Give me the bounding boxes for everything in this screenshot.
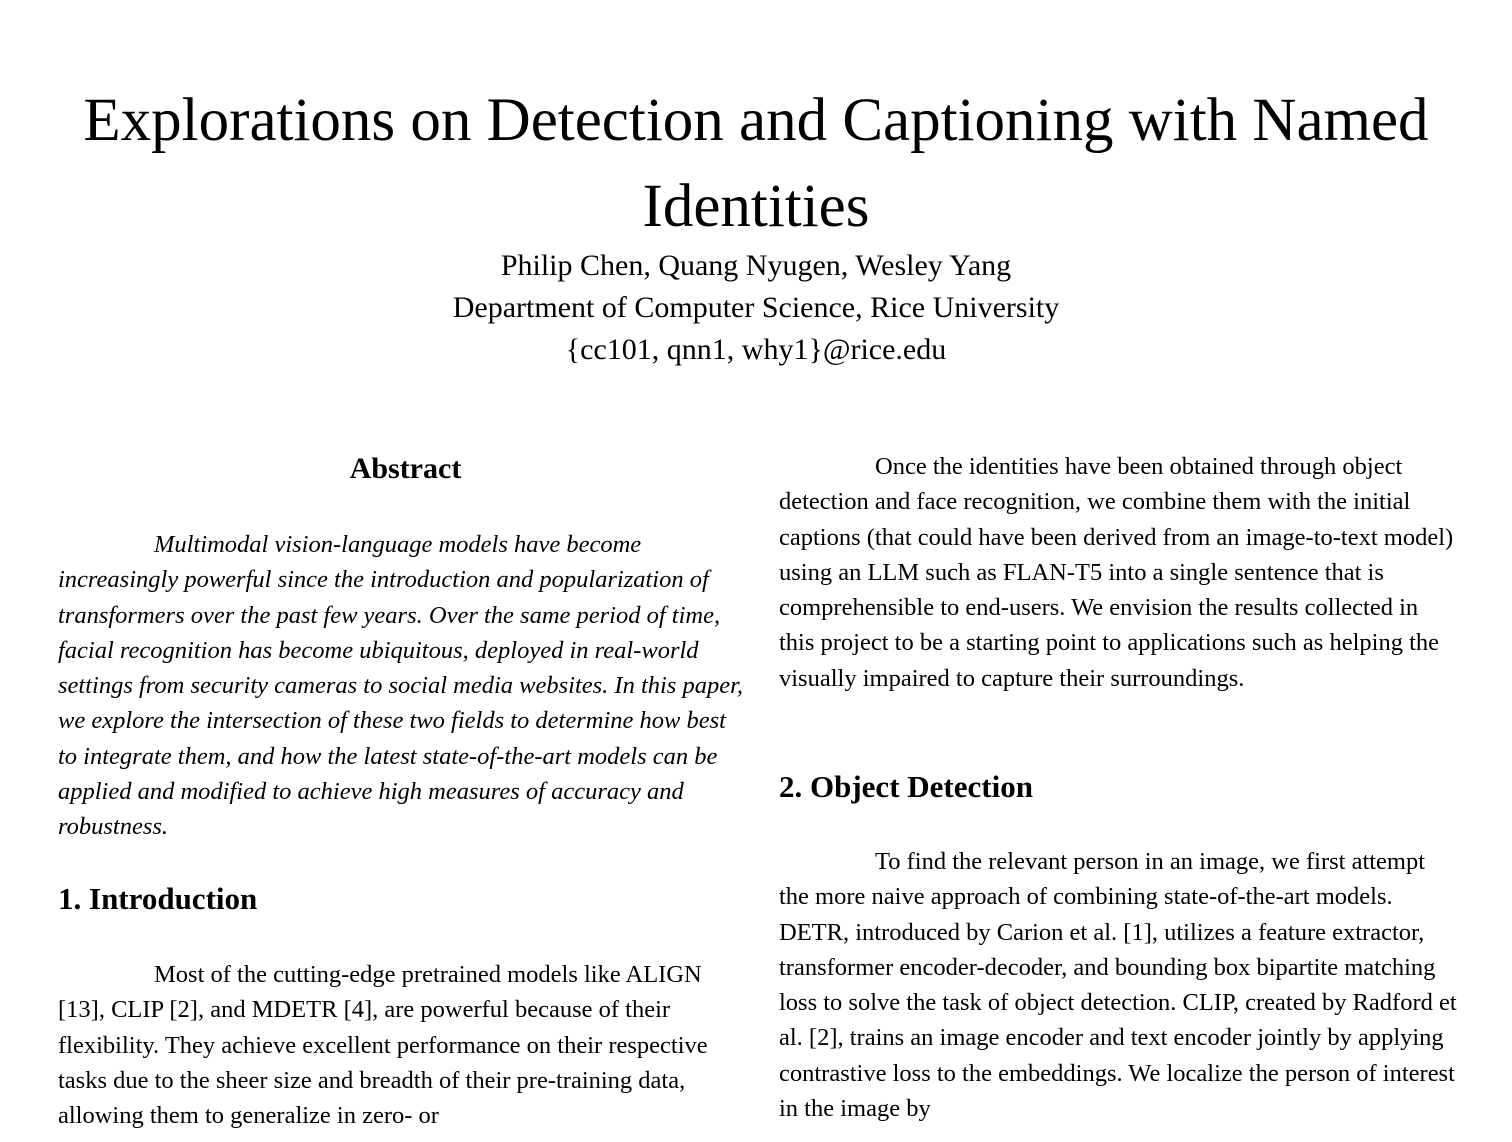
author-emails: {cc101, qnn1, why1}@rice.edu [565, 333, 947, 366]
abstract-heading: Abstract [349, 452, 462, 485]
abstract-text: Multimodal vision-language models have become increasingly powerful since the introduction and popularization of transformers over the past few years. Over the same period of time, facial recognition has become ubiquitous, deployed in real-world settings from security cameras to social media websites. In this paper, we explore the intersection of these two fields to determine how best to integrate them, and how the latest state-of-the-art models can be applied and modified to achieve high measures of accuracy and robustness. [58, 531, 744, 841]
introduction-heading: 1. Introduction [58, 881, 258, 916]
affiliation: Department of Computer Science, Rice University [452, 291, 1060, 324]
object-detection-heading: 2. Object Detection [779, 769, 1033, 804]
introduction-paragraph-2: Once the identities have been obtained through object detection and face recognition, we combine them with the initial captions (that could have been derived from an image-to-text model) using an LLM such as FLAN-T5 into a single sentence that is comprehensible to end-users. We envision the results collected in this project to be a starting point to applications such as helping the visually impaired to capture their surroundings. [779, 453, 1454, 692]
introduction-paragraph-1: Most of the cutting-edge pretrained models like ALIGN [13], CLIP [2], and MDETR [4], are powerful because of their flexibility. They achieve excellent performance on their respective tasks due to the sheer size and breadth of their pre-training data, allowing them to generalize in zero- or [58, 961, 708, 1130]
author-list: Philip Chen, Quang Nyugen, Wesley Yang [500, 249, 1012, 282]
paper-title: Explorations on Detection and Captioning with Named Identities [83, 87, 1429, 240]
object-detection-paragraph-1: To find the relevant person in an image, we first attempt the more naive approach of combining state-of-the-art models. DETR, introduced by Carion et al. [1], utilizes a feature extractor, transformer encoder-decoder, and bounding box bipartite matching loss to solve the task of object detection. CLIP, created by Radford et al. [2], trains an image encoder and text encoder jointly by applying contrastive loss to the embeddings. We localize the person of interest in the image by [779, 848, 1457, 1123]
